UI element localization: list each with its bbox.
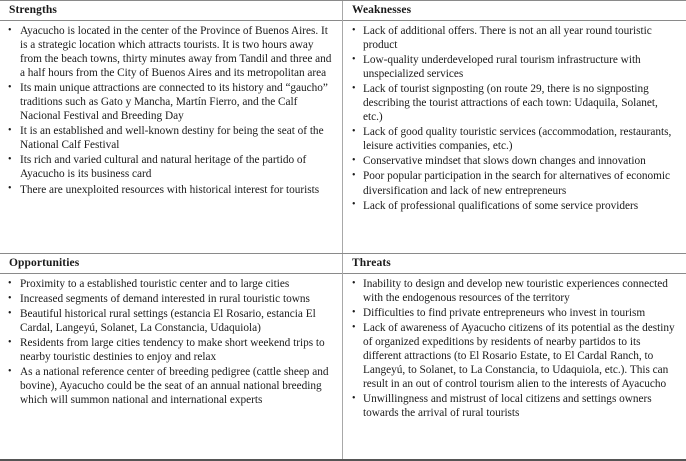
quadrant-title-threats: Threats bbox=[343, 254, 686, 274]
swot-quadrant-weaknesses bbox=[343, 1, 686, 253]
swot-quadrant-opportunities bbox=[0, 254, 343, 459]
list-item: • Lack of good quality touristic services (accommodation, restaurants, leisure activities companies, etc.) bbox=[352, 125, 680, 153]
list-item: • Increased segments of demand interested in rural touristic towns bbox=[8, 292, 335, 306]
list-item: • Inability to design and develop new touristic experiences connected with the endogenous resources of the territory bbox=[352, 277, 680, 305]
quadrant-body-threats bbox=[343, 274, 686, 459]
list-item: • Lack of awareness of Ayacucho citizens of its potential as the destiny of organized expeditions by residents of nearby partidos to its different attractions (to El Rosario Estate, to El Cardal Ranch, to Langeyú, to Solanet, to La Constancia, to Udaquiola, etc.). This can result in an out of control tourism alien to the interests of Ayacucho bbox=[352, 321, 680, 391]
quadrant-body-opportunities bbox=[0, 274, 342, 459]
list-item: • It is an established and well-known destiny for being the seat of the National Calf Festival bbox=[8, 124, 335, 152]
list-item: • Conservative mindset that slows down changes and innovation bbox=[352, 154, 680, 168]
list-item: • Poor popular participation in the search for alternatives of economic diversification and lack of new entrepreneurs bbox=[352, 169, 680, 197]
list-item: • Its rich and varied cultural and natural heritage of the partido of Ayacucho is its business card bbox=[8, 153, 335, 181]
quadrant-title-opportunities: Opportunities bbox=[0, 254, 342, 274]
bullet-list-strengths bbox=[8, 24, 335, 197]
bullet-list-threats bbox=[352, 277, 680, 420]
list-item: • Residents from large cities tendency to make short weekend trips to nearby touristic destinies to enjoy and relax bbox=[8, 336, 335, 364]
quadrant-title-weaknesses: Weaknesses bbox=[343, 1, 686, 21]
swot-row-top bbox=[0, 1, 686, 254]
list-item: • As a national reference center of breeding pedigree (cattle sheep and bovine), Ayacucho could be the seat of an annual national breeding which will summon national and international experts bbox=[8, 365, 335, 407]
list-item: • Unwillingness and mistrust of local citizens and settings owners towards the arrival of rural tourists bbox=[352, 392, 680, 420]
list-item: • Difficulties to find private entrepreneurs who invest in tourism bbox=[352, 306, 680, 320]
quadrant-title-strengths: Strengths bbox=[0, 1, 342, 21]
list-item: • Lack of tourist signposting (on route 29, there is no signposting describing the tourist attractions of each town: Udaquila, Solanet, etc.) bbox=[352, 82, 680, 124]
quadrant-body-weaknesses bbox=[343, 21, 686, 253]
list-item: • There are unexploited resources with historical interest for tourists bbox=[8, 183, 335, 197]
bullet-list-weaknesses bbox=[352, 24, 680, 213]
list-item: • Ayacucho is located in the center of the Province of Buenos Aires. It is a strategic location which attracts tourists. It is two hours away from the beach towns, thirty minutes away from Tandil and three and a half hours from the City of Buenos Aires and its metropolitan area bbox=[8, 24, 335, 80]
list-item: • Lack of professional qualifications of some service providers bbox=[352, 199, 680, 213]
bullet-list-opportunities bbox=[8, 277, 335, 407]
list-item: • Its main unique attractions are connected to its history and “gaucho” traditions such as Gato y Mancha, Martín Fierro, and the Calf Nacional Festival and Breeding Day bbox=[8, 81, 335, 123]
quadrant-body-strengths bbox=[0, 21, 342, 253]
swot-quadrant-strengths bbox=[0, 1, 343, 253]
list-item: • Proximity to a established touristic center and to large cities bbox=[8, 277, 335, 291]
swot-quadrant-threats bbox=[343, 254, 686, 459]
list-item: • Low-quality underdeveloped rural tourism infrastructure with unspecialized services bbox=[352, 53, 680, 81]
list-item: • Beautiful historical rural settings (estancia El Rosario, estancia El Cardal, Langeyú, Solanet, La Constancia, Udaquiola) bbox=[8, 307, 335, 335]
list-item: • Lack of additional offers. There is not an all year round touristic product bbox=[352, 24, 680, 52]
swot-row-bottom bbox=[0, 254, 686, 459]
